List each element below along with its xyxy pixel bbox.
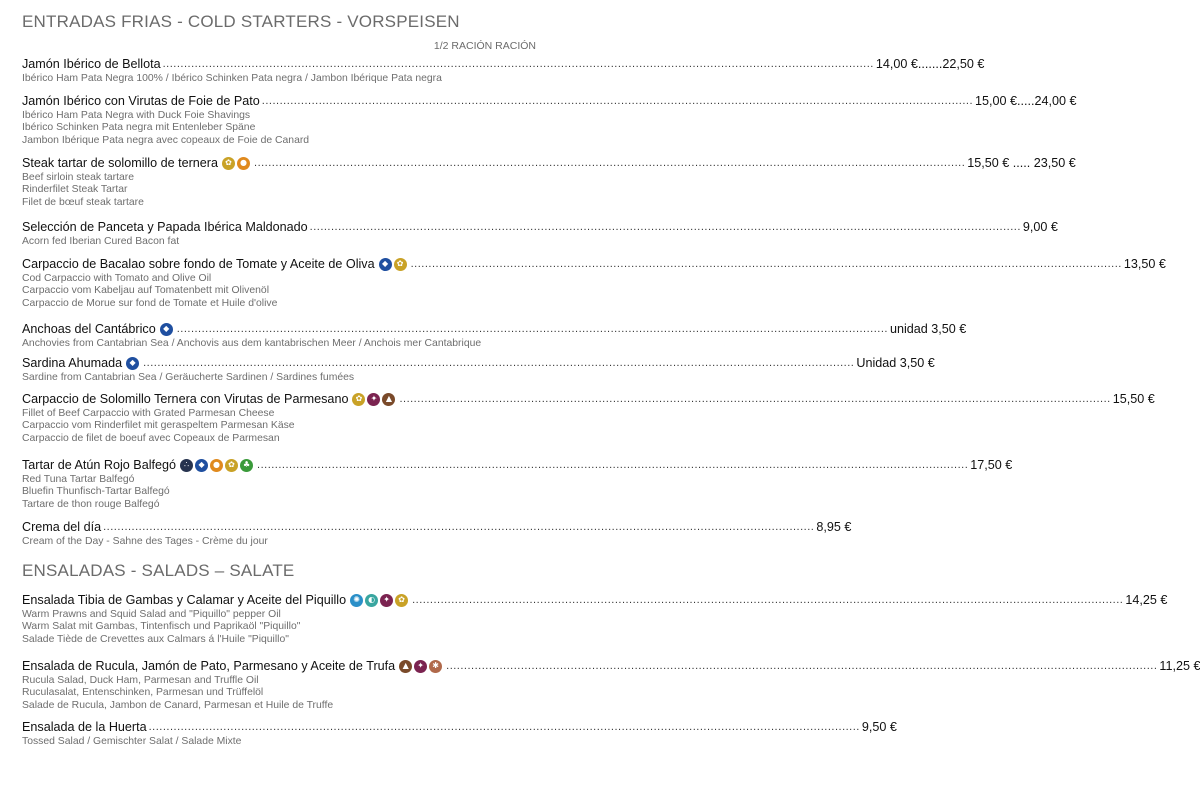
menu-item-row [22,718,897,736]
dish-name: Ensalada de la Huerta [22,720,147,734]
sulphites-icon: ✦ [380,594,393,607]
dish-price: 15,50 € ..... 23,50 € [967,156,1076,170]
crustacean-icon: ✺ [350,594,363,607]
dot-leader: ........................................................................................................................................................................................................ [257,459,969,471]
menu-item-anchoas-del-cantabrico [22,320,967,350]
dish-price: Unidad 3,50 € [856,356,935,370]
dish-description: Rinderfilet Steak Tartar [22,184,128,196]
dish-description: Fillet of Beef Carpaccio with Grated Parmesan Cheese [22,408,275,419]
dish-price: 9,00 € [1022,220,1058,234]
allergen-icons [222,157,252,170]
allergen-icons [352,393,397,406]
gluten-icon: ✿ [222,157,235,170]
dish-name: Crema del día [22,520,102,534]
egg-icon: ● [210,459,223,472]
allergen-icons [126,357,141,370]
gluten-icon: ✿ [352,393,365,406]
sesame-icon: ∴ [180,459,193,472]
dish-price: 11,25 € [1159,659,1200,673]
dish-name: Ensalada de Rucula, Jamón de Pato, Parmesano y Aceite de Trufa [22,659,396,673]
dot-leader: ........................................................................................................................................................................................................ [410,258,1122,270]
dish-price: 15,00 €.....24,00 € [975,94,1077,108]
dot-leader: ........................................................................................................................................................................................................ [143,357,855,369]
fish-icon: ◆ [126,357,139,370]
fish-icon: ◆ [160,323,173,336]
dish-name: Selección de Panceta y Papada Ibérica Maldonado [22,220,308,234]
dish-price: 13,50 € [1123,257,1166,271]
dish-description: Tossed Salad / Gemischter Salat / Salade Mixte [22,736,242,747]
dish-description: Carpaccio de filet de boeuf avec Copeaux de Parmesan [22,432,280,444]
dish-description: Ibérico Schinken Pata negra mit Entenleber Späne [22,122,256,134]
dot-leader: ........................................................................................................................................................................................................ [412,594,1124,606]
menu-item-row [22,320,967,338]
gluten-icon: ✿ [394,258,407,271]
menu-item-steak-tartar-de-solomillo-de-ternera [22,154,1076,209]
dish-price: 14,25 € [1125,593,1168,607]
menu-item-row [22,390,1155,408]
menu-item-row [22,591,1168,609]
nuts-icon: ✱ [429,660,442,673]
allergen-icons [379,258,409,271]
dish-description: Jambon Ibérique Pata negra avec copeaux de Foie de Canard [22,134,310,146]
dish-description: Filet de bœuf steak tartare [22,196,144,208]
dish-price: 8,95 € [816,520,852,534]
dish-name: Jamón Ibérico de Bellota [22,57,161,71]
sulphites-icon: ✦ [367,393,380,406]
section-title-cold-starters: ENTRADAS FRIAS - COLD STARTERS - VORSPEISEN [22,12,460,31]
dish-description: Anchovies from Cantabrian Sea / Anchovis aus dem kantabrischen Meer / Anchois mer Cantabrique [22,338,482,349]
dish-price: 9,50 € [861,720,897,734]
allergen-icons [350,594,410,607]
fish-icon: ◆ [195,459,208,472]
dot-leader: ........................................................................................................................................................................................................ [103,521,815,533]
celery-icon: ♣ [240,459,253,472]
menu-item-ensalada-tibia-de-gambas-y-calamar-y-aceite-del-piquillo [22,591,1168,646]
gluten-icon: ✿ [225,459,238,472]
menu-item-carpaccio-de-bacalao-sobre-fondo-de-tomate-y-aceite-de-oliva [22,255,1166,310]
dish-name: Tartar de Atún Rojo Balfegó [22,458,177,472]
dot-leader: ........................................................................................................................................................................................................ [162,58,874,70]
dish-price: 17,50 € [970,458,1013,472]
dish-description: Acorn fed Iberian Cured Bacon fat [22,236,180,247]
egg-icon: ● [237,157,250,170]
dish-description: Warm Prawns and Squid Salad and "Piquillo" pepper Oil [22,609,281,620]
portion-column-header: 1/2 RACIÓN RACIÓN [433,40,536,52]
milk-icon: ▲ [382,393,395,406]
dish-description: Bluefin Thunfisch-Tartar Balfegó [22,486,170,498]
menu-item-row [22,92,1077,110]
dish-name: Carpaccio de Solomillo Ternera con Virutas de Parmesano [22,392,349,406]
allergen-icons [160,323,175,336]
dish-name: Carpaccio de Bacalao sobre fondo de Tomate y Aceite de Oliva [22,257,375,271]
menu-item-row [22,255,1166,273]
section-title-salads: ENSALADAS - SALADS – SALATE [22,561,295,580]
dot-leader: ........................................................................................................................................................................................................ [148,721,860,733]
dish-price: unidad 3,50 € [889,322,967,336]
dish-description: Ibérico Ham Pata Negra 100% / Ibérico Schinken Pata negra / Jambon Ibérique Pata negra [22,73,442,84]
dish-description: Rucula Salad, Duck Ham, Parmesan and Truffle Oil [22,675,259,686]
menu-item-row [22,456,1013,474]
dot-leader: ........................................................................................................................................................................................................ [446,660,1158,672]
dish-description: Red Tuna Tartar Balfegó [22,474,135,485]
dish-description: Salade de Rucula, Jambon de Canard, Parmesan et Huile de Truffe [22,699,334,711]
dish-description: Carpaccio vom Kabeljau auf Tomatenbett mit Olivenöl [22,285,269,297]
menu-item-jamon-iberico-de-bellota [22,55,985,85]
dot-leader: ........................................................................................................................................................................................................ [176,323,888,335]
dish-price: 15,50 € [1112,392,1155,406]
dot-leader: ........................................................................................................................................................................................................ [399,393,1111,405]
dot-leader: ........................................................................................................................................................................................................ [254,157,966,169]
sulphites-icon: ✦ [414,660,427,673]
menu-item-row [22,218,1058,236]
dish-description: Sardine from Cantabrian Sea / Geräucherte Sardinen / Sardines fumées [22,372,355,383]
menu-item-tartar-de-atun-rojo-balfego [22,456,1013,511]
dish-description: Carpaccio vom Rinderfilet mit geraspeltem Parmesan Käse [22,420,295,432]
allergen-icons [180,459,255,472]
menu-item-carpaccio-de-solomillo-ternera-con-virutas-de-parmesano [22,390,1155,445]
milk-icon: ▲ [399,660,412,673]
dish-description: Beef sirloin steak tartare [22,172,135,183]
dish-description: Cream of the Day - Sahne des Tages - Crème du jour [22,536,268,547]
allergen-icons [399,660,444,673]
menu-item-ensalada-de-la-huerta [22,718,897,748]
mollusc-icon: ◐ [365,594,378,607]
dish-description: Ruculasalat, Entenschinken, Parmesan und Trüffelöl [22,687,264,699]
menu-item-row [22,354,935,372]
menu-item-jamon-iberico-con-virutas-de-foie-de-pato [22,92,1077,147]
dish-description: Salade Tiède de Crevettes aux Calmars á l'Huile "Piquillo" [22,633,289,645]
dish-description: Warm Salat mit Gambas, Tintenfisch und Paprikaöl "Piquillo" [22,621,301,633]
dish-name: Steak tartar de solomillo de ternera [22,156,219,170]
dish-name: Ensalada Tibia de Gambas y Calamar y Aceite del Piquillo [22,593,347,607]
menu-item-row [22,154,1076,172]
dish-name: Anchoas del Cantábrico [22,322,156,336]
dot-leader: ........................................................................................................................................................................................................ [261,95,974,107]
menu-item-ensalada-de-rucula-jamon-de-pato-parmesano-y-aceite-de-trufa [22,657,1200,712]
dish-description: Tartare de thon rouge Balfegó [22,498,160,510]
menu-item-seleccion-de-panceta-y-papada-iberica-maldonado [22,218,1058,248]
dish-name: Jamón Ibérico con Virutas de Foie de Pato [22,94,260,108]
menu-item-crema-del-dia [22,518,852,548]
dot-leader: ........................................................................................................................................................................................................ [309,221,1021,233]
menu-item-row [22,518,852,536]
fish-icon: ◆ [379,258,392,271]
menu-item-row [22,55,985,73]
menu-item-row [22,657,1200,675]
dish-description: Cod Carpaccio with Tomato and Olive Oil [22,273,212,284]
dish-description: Carpaccio de Morue sur fond de Tomate et Huile d'olive [22,297,278,309]
gluten-icon: ✿ [395,594,408,607]
dish-price: 14,00 €.......22,50 € [875,57,985,71]
menu-item-sardina-ahumada [22,354,935,384]
dish-description: Ibérico Ham Pata Negra with Duck Foie Shavings [22,110,251,121]
dish-name: Sardina Ahumada [22,356,123,370]
